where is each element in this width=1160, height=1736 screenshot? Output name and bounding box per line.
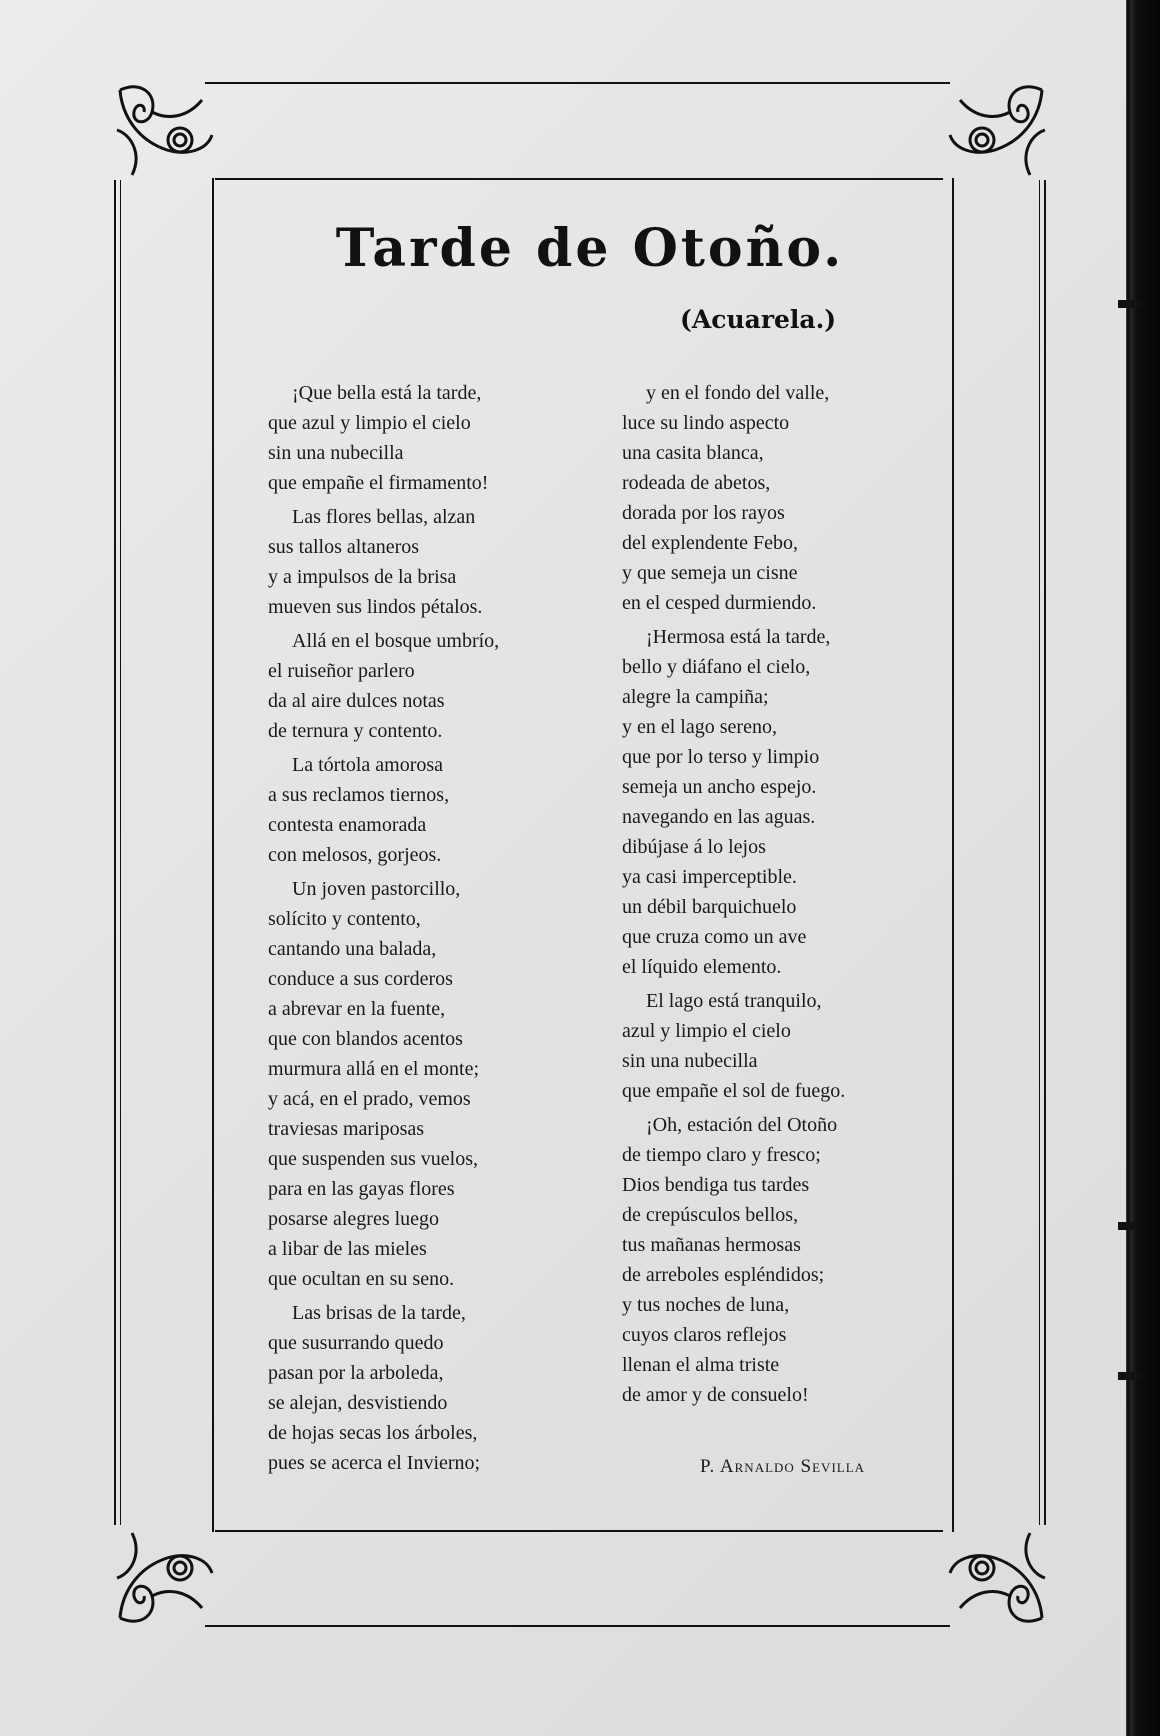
verse-line: dibújase á lo lejos bbox=[622, 836, 766, 858]
verse-line: un débil barquichuelo bbox=[622, 896, 797, 918]
verse-line: llenan el alma triste bbox=[622, 1354, 780, 1376]
binding-tab bbox=[1118, 300, 1140, 308]
frame-left-mid bbox=[120, 180, 121, 1525]
verse-line: con melosos, gorjeos. bbox=[268, 844, 442, 866]
verse-line: una casita blanca, bbox=[622, 442, 764, 464]
verse-line: y a impulsos de la brisa bbox=[268, 566, 457, 588]
verse-line: Las brisas de la tarde, bbox=[292, 1302, 466, 1324]
poem-column-left bbox=[268, 378, 598, 1482]
verse-line: para en las gayas flores bbox=[268, 1178, 455, 1200]
verse-line: sus tallos altaneros bbox=[268, 536, 420, 558]
verse-line: navegando en las aguas. bbox=[622, 806, 816, 828]
verse-line: pasan por la arboleda, bbox=[268, 1362, 444, 1384]
poem-column-right bbox=[622, 378, 922, 1414]
verse-line: que empañe el firmamento! bbox=[268, 472, 489, 494]
corner-flourish-icon bbox=[940, 80, 1050, 180]
frame-top-inner bbox=[215, 178, 943, 180]
verse-line: posarse alegres luego bbox=[268, 1208, 440, 1230]
verse-line: que suspenden sus vuelos, bbox=[268, 1148, 478, 1170]
verse-line: de tiempo claro y fresco; bbox=[622, 1144, 821, 1166]
verse-line: ¡Hermosa está la tarde, bbox=[646, 626, 831, 648]
verse-line: cuyos claros reflejos bbox=[622, 1324, 787, 1346]
frame-right-inner bbox=[952, 178, 954, 1532]
verse-line: La tórtola amorosa bbox=[292, 754, 444, 776]
verse-line: de ternura y contento. bbox=[268, 720, 443, 742]
frame-right-mid bbox=[1039, 180, 1040, 1525]
verse-line: en el cesped durmiendo. bbox=[622, 592, 817, 614]
verse-line: murmura allá en el monte; bbox=[268, 1058, 480, 1080]
poem-signature: P. Arnaldo Sevilla bbox=[700, 1456, 866, 1477]
binding-tab bbox=[1118, 1372, 1140, 1380]
stanza bbox=[622, 622, 922, 982]
stanza bbox=[268, 874, 598, 1294]
verse-line: mueven sus lindos pétalos. bbox=[268, 596, 483, 618]
verse-line: ya casi imperceptible. bbox=[622, 866, 797, 888]
stanza bbox=[268, 750, 598, 870]
frame-top-outer bbox=[205, 82, 950, 84]
book-binding bbox=[1126, 0, 1160, 1736]
verse-line: sin una nubecilla bbox=[268, 442, 404, 464]
verse-line: Las flores bellas, alzan bbox=[292, 506, 476, 528]
frame-right-outer bbox=[1044, 180, 1046, 1525]
stanza bbox=[622, 986, 922, 1106]
verse-line: pues se acerca el Invierno; bbox=[268, 1452, 481, 1474]
verse-line: y tus noches de luna, bbox=[622, 1294, 790, 1316]
verse-line: que cruza como un ave bbox=[622, 926, 807, 948]
verse-line: semeja un ancho espejo. bbox=[622, 776, 817, 798]
verse-line: conduce a sus corderos bbox=[268, 968, 453, 990]
verse-line: El lago está tranquilo, bbox=[646, 990, 822, 1012]
verse-line: y acá, en el prado, vemos bbox=[268, 1088, 471, 1110]
verse-line: cantando una balada, bbox=[268, 938, 437, 960]
verse-line: a abrevar en la fuente, bbox=[268, 998, 446, 1020]
corner-flourish-icon bbox=[112, 1528, 222, 1628]
verse-line: traviesas mariposas bbox=[268, 1118, 425, 1140]
verse-line: de crepúsculos bellos, bbox=[622, 1204, 799, 1226]
stanza bbox=[622, 1110, 922, 1410]
verse-line: se alejan, desvistiendo bbox=[268, 1392, 448, 1414]
verse-line: a sus reclamos tiernos, bbox=[268, 784, 450, 806]
verse-line: sin una nubecilla bbox=[622, 1050, 758, 1072]
verse-line: azul y limpio el cielo bbox=[622, 1020, 791, 1042]
verse-line: solícito y contento, bbox=[268, 908, 421, 930]
verse-line: que con blandos acentos bbox=[268, 1028, 463, 1050]
verse-line: que por lo terso y limpio bbox=[622, 746, 820, 768]
stanza bbox=[268, 1298, 598, 1478]
verse-line: que ocultan en su seno. bbox=[268, 1268, 455, 1290]
verse-line: dorada por los rayos bbox=[622, 502, 785, 524]
poem-title: Tarde de Otoño. bbox=[335, 218, 845, 279]
frame-bottom-outer bbox=[205, 1625, 950, 1627]
verse-line: luce su lindo aspecto bbox=[622, 412, 790, 434]
verse-line: que azul y limpio el cielo bbox=[268, 412, 471, 434]
verse-line: de amor y de consuelo! bbox=[622, 1384, 809, 1406]
verse-line: da al aire dulces notas bbox=[268, 690, 445, 712]
verse-line: Un joven pastorcillo, bbox=[292, 878, 461, 900]
verse-line: el ruiseñor parlero bbox=[268, 660, 415, 682]
verse-line: y en el fondo del valle, bbox=[646, 382, 830, 404]
verse-line: de arreboles espléndidos; bbox=[622, 1264, 825, 1286]
verse-line: y que semeja un cisne bbox=[622, 562, 798, 584]
verse-line: alegre la campiña; bbox=[622, 686, 769, 708]
verse-line: tus mañanas hermosas bbox=[622, 1234, 801, 1256]
stanza bbox=[268, 502, 598, 622]
corner-flourish-icon bbox=[940, 1528, 1050, 1628]
verse-line: rodeada de abetos, bbox=[622, 472, 771, 494]
verse-line: ¡Que bella está la tarde, bbox=[292, 382, 482, 404]
verse-line: que empañe el sol de fuego. bbox=[622, 1080, 846, 1102]
verse-line: contesta enamorada bbox=[268, 814, 427, 836]
verse-line: Allá en el bosque umbrío, bbox=[292, 630, 500, 652]
verse-line: del explendente Febo, bbox=[622, 532, 799, 554]
binding-tab bbox=[1118, 1222, 1140, 1230]
frame-left-inner bbox=[212, 178, 214, 1532]
stanza bbox=[268, 626, 598, 746]
verse-line: el líquido elemento. bbox=[622, 956, 782, 978]
frame-bottom-inner bbox=[215, 1530, 943, 1532]
stanza bbox=[622, 378, 922, 618]
verse-line: Dios bendiga tus tardes bbox=[622, 1174, 810, 1196]
verse-line: ¡Oh, estación del Otoño bbox=[646, 1114, 838, 1136]
verse-line: bello y diáfano el cielo, bbox=[622, 656, 811, 678]
verse-line: a libar de las mieles bbox=[268, 1238, 427, 1260]
verse-line: y en el lago sereno, bbox=[622, 716, 777, 738]
corner-flourish-icon bbox=[112, 80, 222, 180]
stanza bbox=[268, 378, 598, 498]
verse-line: de hojas secas los árboles, bbox=[268, 1422, 478, 1444]
frame-left-outer bbox=[114, 180, 116, 1525]
verse-line: que susurrando quedo bbox=[268, 1332, 444, 1354]
poem-subtitle: (Acuarela.) bbox=[680, 305, 837, 334]
